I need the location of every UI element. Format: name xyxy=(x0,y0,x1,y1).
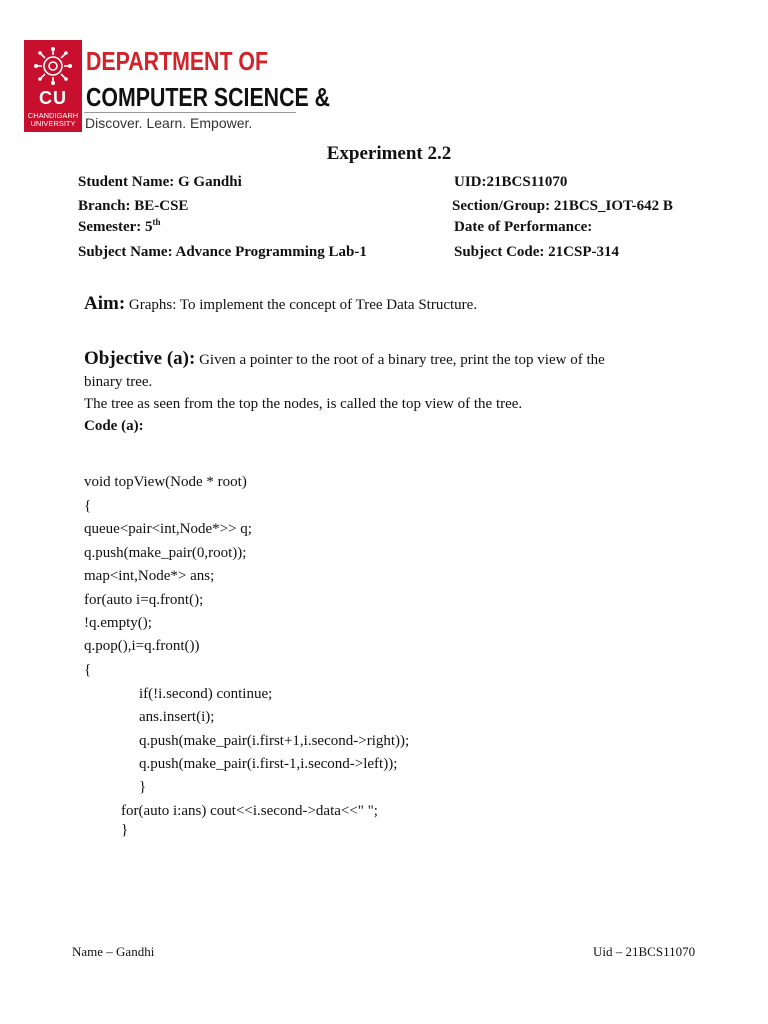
objective-heading: Objective (a): xyxy=(84,348,196,369)
code-line: if(!i.second) continue; xyxy=(139,686,273,702)
code-line: { xyxy=(84,498,92,514)
code-line: !q.empty(); xyxy=(84,615,152,631)
experiment-title: Experiment 2.2 xyxy=(326,143,452,164)
department-title-line2: COMPUTER SCIENCE & xyxy=(86,82,331,112)
branch: Branch: BE-CSE xyxy=(78,198,189,214)
code-line: for(auto i:ans) cout<<i.second->data<<" "; xyxy=(121,803,378,819)
student-name: Student Name: G Gandhi xyxy=(78,174,242,190)
logo-university-line2: UNIVERSITY xyxy=(30,119,76,128)
code-line: } xyxy=(139,779,147,795)
department-title-line1: DEPARTMENT OF xyxy=(86,46,269,76)
code-heading: Code (a): xyxy=(84,418,144,434)
date-of-performance: Date of Performance: xyxy=(454,219,593,235)
aim-text: Graphs: To implement the concept of Tree Data Structure. xyxy=(125,297,478,313)
code-line: } xyxy=(121,822,129,838)
code-line: q.push(make_pair(i.first-1,i.second->left)); xyxy=(139,756,398,772)
code-line: q.push(make_pair(i.first+1,i.second->right)); xyxy=(139,733,410,749)
aim-heading: Aim: xyxy=(84,293,126,314)
objective-text-line1: Given a pointer to the root of a binary tree, print the top view of the xyxy=(195,352,605,368)
subject-code: Subject Code: 21CSP-314 xyxy=(454,244,619,260)
university-tagline: Discover. Learn. Empower. xyxy=(85,115,253,131)
university-logo xyxy=(24,40,82,132)
code-line: q.pop(),i=q.front()) xyxy=(84,638,200,654)
code-line: { xyxy=(84,662,92,678)
semester xyxy=(78,219,161,236)
header-divider xyxy=(84,112,296,113)
student-uid: UID:21BCS11070 xyxy=(454,174,568,190)
subject-name: Subject Name: Advance Programming Lab-1 xyxy=(78,244,367,260)
university-emblem-icon xyxy=(33,46,73,86)
code-line: map<int,Node*> ans; xyxy=(84,568,215,584)
code-line: void topView(Node * root) xyxy=(84,474,247,490)
footer-name: Name – Gandhi xyxy=(72,944,155,959)
logo-university-name xyxy=(24,112,82,128)
objective-text-line3: The tree as seen from the top the nodes, is called the top view of the tree. xyxy=(84,396,523,412)
code-line: queue<pair<int,Node*>> q; xyxy=(84,521,252,537)
code-line: ans.insert(i); xyxy=(139,709,215,725)
objective-text-line2: binary tree. xyxy=(84,374,153,390)
aim-section xyxy=(84,293,477,315)
section-group: Section/Group: 21BCS_IOT-642 B xyxy=(452,198,673,214)
code-line: q.push(make_pair(0,root)); xyxy=(84,545,247,561)
semester-label: Semester: 5 xyxy=(78,219,153,235)
footer-uid: Uid – 21BCS11070 xyxy=(593,944,696,959)
logo-university-line1: CHANDIGARH xyxy=(27,111,79,120)
semester-suffix: th xyxy=(152,217,161,227)
code-line: for(auto i=q.front(); xyxy=(84,592,204,608)
objective-section xyxy=(84,348,605,370)
logo-initials: CU xyxy=(39,88,67,108)
